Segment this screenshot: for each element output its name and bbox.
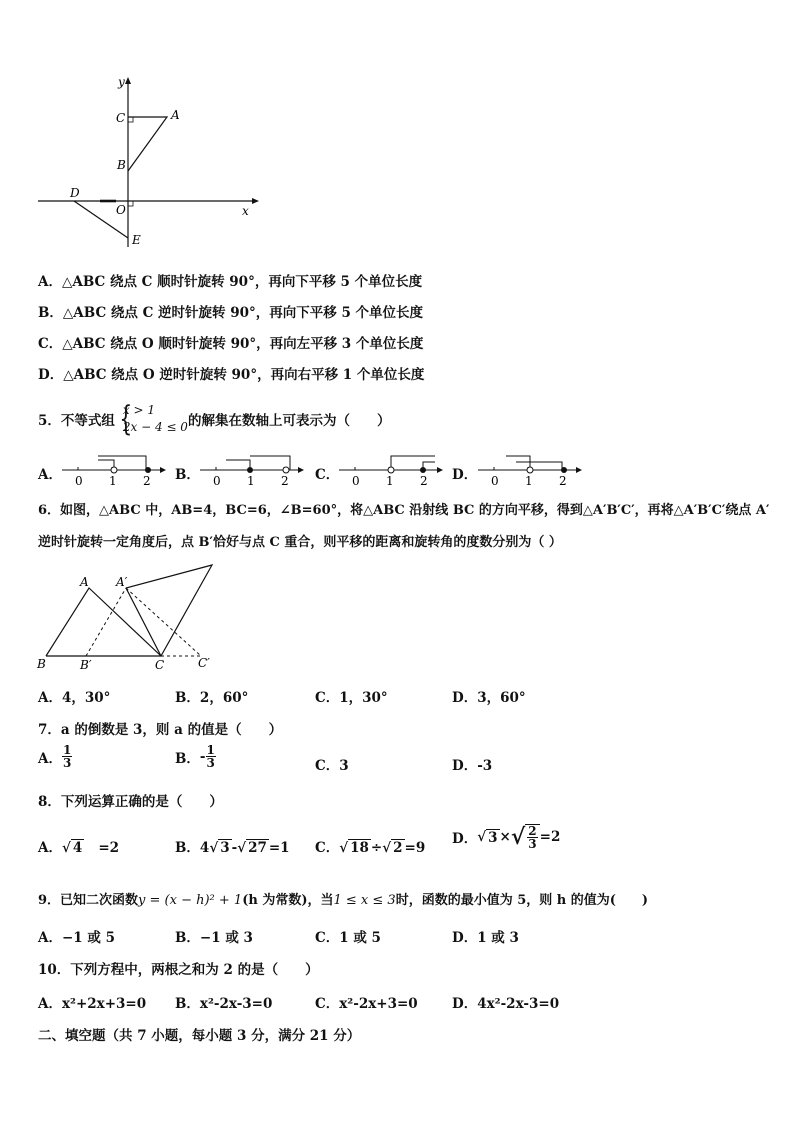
option-text: △ABC 绕点 O 逆时针旋转 90°，再向右平移 1 个单位长度 <box>63 367 425 383</box>
q6-option-a[interactable] <box>38 686 110 706</box>
option-label: A． <box>38 996 62 1012</box>
option-text: 4x²-2x-3=0 <box>477 996 560 1012</box>
option-label: B． <box>175 996 200 1012</box>
numerator: 2 <box>528 824 537 838</box>
option-label: B． <box>175 930 200 946</box>
translation-rotation-figure <box>34 560 234 678</box>
x-axis-arrow <box>252 198 259 204</box>
radicand: 3 <box>488 829 498 846</box>
sqrt-icon: √ <box>510 824 526 850</box>
number-line-c <box>337 450 443 488</box>
option-label: C． <box>315 996 340 1012</box>
y-axis-arrow <box>125 77 131 84</box>
rotated-triangle <box>126 565 212 656</box>
q6-option-d[interactable] <box>452 686 526 706</box>
q9-range: 1 ≤ x ≤ 3 <box>333 893 396 908</box>
option-text: 1，30° <box>339 690 388 706</box>
tick-2: 2 <box>281 474 289 488</box>
q6-stem-line1: 6．如图，△ABC 中，AB=4，BC=6，∠B=60°，将△ABC 沿射线 BC 的方向平移，得到△A′B′C′，再将△A′B′C′绕点 A′ <box>38 503 770 518</box>
option-label: A． <box>38 930 62 946</box>
tick-1: 1 <box>109 474 117 488</box>
label-c-prime: C′ <box>198 656 210 670</box>
q10-option-a[interactable] <box>38 992 146 1012</box>
operator: - <box>231 840 238 856</box>
option-label: C． <box>315 840 340 856</box>
option-label: A． <box>38 274 62 290</box>
q8-stem: 8．下列运算正确的是（ ） <box>38 794 223 810</box>
q4-option-a[interactable] <box>38 270 422 290</box>
option-text: 3，60° <box>477 690 526 706</box>
q8-option-a[interactable] <box>38 836 119 856</box>
option-label: D． <box>452 930 478 946</box>
option-label: C． <box>315 690 340 706</box>
dashed-a2b2 <box>86 588 126 656</box>
q5-stem-suffix: 的解集在数轴上可表示为（ ） <box>187 413 391 429</box>
label-x: x <box>242 204 249 218</box>
result: =1 <box>268 840 290 856</box>
q4-option-c[interactable] <box>38 332 423 352</box>
option-text: x²-2x+3=0 <box>339 996 418 1012</box>
label-b-prime: B′ <box>80 658 92 672</box>
q6-option-b[interactable] <box>175 686 248 706</box>
dashed-a2c2 <box>126 588 201 656</box>
result: =2 <box>539 829 561 845</box>
label-a: A <box>80 575 89 589</box>
option-text: 4，30° <box>61 690 111 706</box>
brace-glyph: { <box>119 399 133 439</box>
q5-option-a-label[interactable]: A． <box>38 467 62 483</box>
sqrt-icon: √ <box>339 840 349 856</box>
option-label: A． <box>38 750 62 767</box>
option-text: −1 或 3 <box>199 930 253 946</box>
result: =9 <box>404 840 426 856</box>
radicand: 27 <box>248 840 267 856</box>
fraction-two-thirds <box>525 824 539 850</box>
tick-0: 0 <box>491 474 499 488</box>
q5-stem-prefix: 5．不等式组 <box>38 413 115 429</box>
tick-2: 2 <box>559 474 567 488</box>
q10-option-b[interactable] <box>175 992 272 1012</box>
option-label: A． <box>38 840 62 856</box>
option-text: △ABC 绕点 C 顺时针旋转 90°，再向下平移 5 个单位长度 <box>61 274 423 290</box>
radicand: 3 <box>220 840 230 856</box>
operator: ÷ <box>370 840 383 856</box>
label-b: B <box>37 657 46 671</box>
q8-option-c[interactable] <box>315 836 425 856</box>
tick-1: 1 <box>247 474 255 488</box>
q8-option-b[interactable] <box>175 836 290 856</box>
option-label: D． <box>452 690 478 706</box>
operator: × <box>499 829 511 845</box>
tick-2: 2 <box>420 474 428 488</box>
q9-paren: (h 为常数)，当 <box>242 893 334 908</box>
q9-option-a[interactable] <box>38 926 115 946</box>
sqrt-icon: √ <box>209 840 219 856</box>
option-label: B．4 <box>175 840 210 856</box>
label-c: C <box>116 111 126 125</box>
numerator: 1 <box>62 743 72 757</box>
option-label: D． <box>452 996 478 1012</box>
option-text: 1 或 5 <box>339 930 381 946</box>
coordinate-figure <box>30 72 260 252</box>
number-line-d <box>476 450 582 488</box>
q5-option-c-label[interactable]: C． <box>315 467 340 483</box>
q8-option-d[interactable] <box>452 824 560 850</box>
right-angle-c <box>128 117 133 122</box>
q4-option-d[interactable] <box>38 363 424 383</box>
denominator: 3 <box>206 756 215 770</box>
minus-sign: - <box>199 748 206 765</box>
radicand: 2 <box>393 840 403 856</box>
label-b: B <box>117 158 126 172</box>
option-text: x²+2x+3=0 <box>61 996 147 1012</box>
right-angle-o <box>128 201 133 206</box>
q9-stem <box>38 889 648 908</box>
tick-2: 2 <box>143 474 151 488</box>
number-line-a <box>60 450 166 488</box>
q9-option-c[interactable] <box>315 926 381 946</box>
q7-option-b[interactable] <box>175 744 216 769</box>
option-label: C． <box>315 930 340 946</box>
q7-option-a[interactable] <box>38 744 72 769</box>
option-label: B． <box>175 750 200 767</box>
q4-option-b[interactable] <box>38 301 423 321</box>
number-line-b <box>198 450 304 488</box>
sqrt-icon: √ <box>382 840 392 856</box>
tick-0: 0 <box>352 474 360 488</box>
option-text: 1 或 3 <box>477 930 519 946</box>
tick-0: 0 <box>75 474 83 488</box>
q10-option-c[interactable] <box>315 992 418 1012</box>
inequality-system <box>115 399 188 439</box>
q6-stem-line2: 逆时针旋转一定角度后，点 B′恰好与点 C 重合，则平移的距离和旋转角的度数分别为（ ） <box>38 535 562 550</box>
option-text: 2，60° <box>199 690 249 706</box>
option-text: △ABC 绕点 O 顺时针旋转 90°，再向左平移 3 个单位长度 <box>62 336 424 352</box>
q7-stem: 7．a 的倒数是 3，则 a 的值是（ ） <box>38 722 283 738</box>
sqrt-icon: √ <box>237 840 247 856</box>
q10-stem: 10．下列方程中，两根之和为 2 的是（ ） <box>38 962 319 978</box>
option-label: D． <box>38 367 64 383</box>
fraction-one-third <box>206 744 216 769</box>
result: =2 <box>98 840 120 856</box>
q9-prefix: 9．已知二次函数 <box>38 893 139 908</box>
q5-option-b-label[interactable]: B． <box>175 467 200 483</box>
option-label: B． <box>38 305 63 321</box>
tick-1: 1 <box>386 474 394 488</box>
label-d: D <box>70 186 80 200</box>
option-label: D． <box>452 831 478 847</box>
radicand: 4 <box>72 840 83 856</box>
q9-function: y = (x − h)² + 1 <box>138 893 243 908</box>
option-label: A． <box>38 690 62 706</box>
sqrt-icon: √ <box>477 829 487 845</box>
q6-option-c[interactable] <box>315 686 388 706</box>
triangle-abc <box>128 117 167 171</box>
inequality-2: 2x − 4 ≤ 0 <box>122 420 188 434</box>
q9-option-b[interactable] <box>175 926 253 946</box>
q5-stem <box>38 398 390 440</box>
option-label: C． <box>38 336 63 352</box>
section-2-heading: 二、填空题（共 7 小题，每小题 3 分，满分 21 分） <box>38 1028 361 1044</box>
label-o: O <box>116 203 126 217</box>
label-y: y <box>118 75 125 89</box>
q7-option-c[interactable]: C．3 <box>315 758 349 774</box>
q9-option-d[interactable] <box>452 926 519 946</box>
radicand: 18 <box>350 840 369 856</box>
tick-0: 0 <box>213 474 221 488</box>
sqrt-icon: √ <box>61 840 71 856</box>
denominator: 3 <box>62 756 72 770</box>
label-e: E <box>132 233 141 247</box>
q10-option-d[interactable] <box>452 992 559 1012</box>
q7-option-d[interactable]: D．-3 <box>452 758 493 774</box>
option-text: x²-2x-3=0 <box>199 996 273 1012</box>
segment-a2c <box>126 588 161 656</box>
label-a-prime: A′ <box>116 575 128 589</box>
option-text: △ABC 绕点 C 逆时针旋转 90°，再向下平移 5 个单位长度 <box>62 305 424 321</box>
tick-1: 1 <box>525 474 533 488</box>
denominator: 3 <box>528 837 537 851</box>
q9-suffix: 时，函数的最小值为 5，则 h 的值为( ) <box>395 893 649 908</box>
numerator: 1 <box>206 743 215 757</box>
label-a: A <box>171 108 180 122</box>
label-c: C <box>155 658 165 672</box>
inequality-1: x > 1 <box>122 403 155 417</box>
q5-option-d-label[interactable]: D． <box>452 467 478 483</box>
option-text: −1 或 5 <box>61 930 115 946</box>
option-label: B． <box>175 690 200 706</box>
fraction-one-third <box>62 744 72 769</box>
